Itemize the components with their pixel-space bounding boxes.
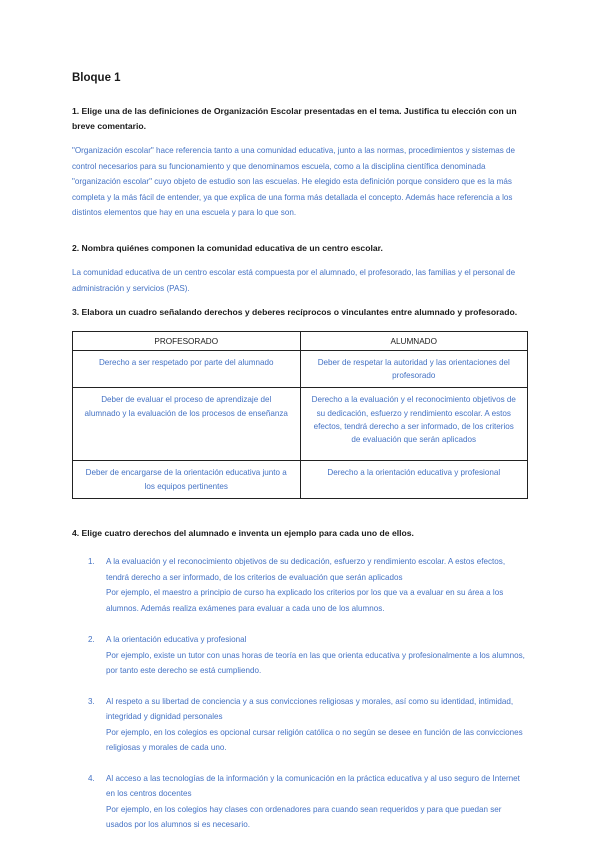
answer-2: La comunidad educativa de un centro escolar está compuesta por el alumnado, el profesorado, las familias y el personal de administración y servicios (PAS). (72, 268, 516, 293)
list-number: 1. (88, 557, 95, 566)
list-number: 3. (88, 696, 95, 706)
table-cell: Derecho a ser respetado por parte del alumnado (73, 351, 301, 388)
table-cell: Derecho a la evaluación y el reconocimiento objetivos de su dedicación, esfuerzo y rendimiento escolar. A estos efectos, tendrá derecho a ser informado, de los criterios de evaluación que serán aplicados (300, 388, 528, 461)
question-4: 4. Elige cuatro derechos del alumnado e inventa un ejemplo para cada uno de ellos. (72, 528, 414, 538)
question-2: 2. Nombra quiénes componen la comunidad educativa de un centro escolar. (72, 243, 383, 253)
list-item (88, 694, 528, 756)
column-header-alumnado: ALUMNADO (300, 332, 528, 351)
example-text: Por ejemplo, en los colegios hay clases con ordenadores para cuando sean requeridos y para que puedan ser usados por los alumnos si es necesario. (106, 804, 502, 829)
table-header-row (73, 332, 528, 351)
section-heading: Bloque 1 (72, 72, 121, 84)
example-text: Por ejemplo, en los colegios es opcional cursar religión católica o no según se desee en función de las convicciones religiosas y morales de cada uno. (106, 727, 523, 752)
table-cell: Deber de evaluar el proceso de aprendizaje del alumnado y la evaluación de los procesos de enseñanza (73, 388, 301, 461)
answer-1: "Organización escolar" hace referencia tanto a una comunidad educativa, junto a las normas, procedimientos y sistemas de control necesarios para su funcionamiento y que denominamos escuela, como a la disciplina científica denominada "organización escolar" cuyo objeto de estudio son las escuelas. He elegido esta definición porque considero que es la más completa y la más fácil de entender, ya que explica de una forma más detallada el concepto. Además hace referencia a los distintos elementos que hay en una escuela y para lo que son. (72, 146, 516, 217)
right-text: Al respeto a su libertad de conciencia y a sus convicciones religiosas y morales, así como su identidad, intimidad, integridad y dignidad personales (106, 696, 514, 721)
list-item (88, 632, 528, 679)
table-row (73, 461, 528, 498)
question-1: 1. Elige una de las definiciones de Organización Escolar presentadas en el tema. Justifica tu elección con un breve comentario. (72, 106, 517, 131)
table-cell: Derecho a la orientación educativa y profesional (300, 461, 528, 498)
table-cell: Deber de respetar la autoridad y las orientaciones del profesorado (300, 351, 528, 388)
right-text: Al acceso a las tecnologías de la información y la comunicación en la práctica educativa y al uso seguro de Internet en los centros docentes (106, 773, 520, 798)
list-number: 2. (88, 635, 95, 644)
question-3: 3. Elabora un cuadro señalando derechos y deberes recíprocos o vinculantes entre alumnado y profesorado. (72, 307, 518, 317)
rights-duties-table (72, 331, 528, 499)
list-number: 4. (88, 773, 95, 783)
table-cell: Deber de encargarse de la orientación educativa junto a los equipos pertinentes (73, 461, 301, 498)
example-text: Por ejemplo, existe un tutor con unas horas de teoría en las que orienta educativa y profesionalmente a los alumnos, por tanto este derecho se está cumpliendo. (106, 650, 525, 675)
right-text: A la orientación educativa y profesional (106, 635, 247, 644)
table-row (73, 351, 528, 388)
column-header-profesorado: PROFESORADO (73, 332, 301, 351)
table-row (73, 388, 528, 461)
example-text: Por ejemplo, el maestro a principio de curso ha explicado los criterios por los que va a evaluar en su área a los alumnos. Además realiza exámenes para evaluar a cada uno de los alumnos. (106, 588, 504, 613)
list-item (88, 554, 528, 616)
right-text: A la evaluación y el reconocimiento objetivos de su dedicación, esfuerzo y rendimiento escolar. A estos efectos, tendrá derecho a ser informado, de los criterios de evaluación que serán aplicados (106, 557, 506, 582)
rights-examples-list (88, 554, 528, 833)
list-item (88, 771, 528, 833)
